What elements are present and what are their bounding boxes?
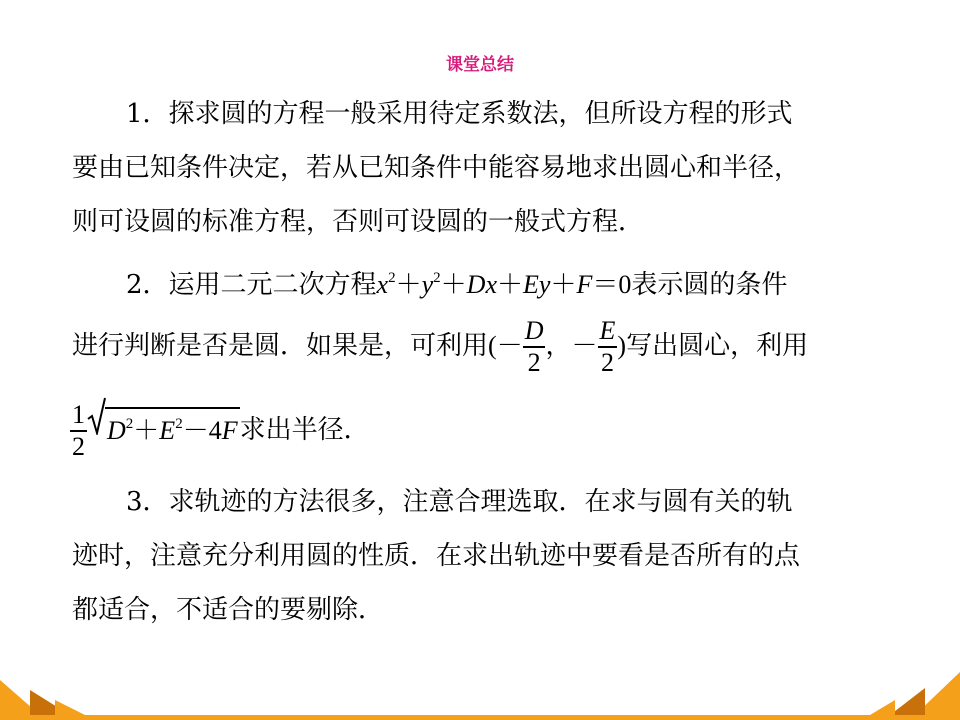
plus-sign: ＋ <box>550 270 577 300</box>
fraction-one-half <box>70 400 87 462</box>
var-D: D <box>466 270 486 299</box>
p2-line3 <box>70 398 370 463</box>
p1-line3: 则可设圆的标准方程，否则可设圆的一般式方程． <box>72 207 645 237</box>
plus-sign: ＋ <box>133 416 160 446</box>
p3-line1: 3．求轨迹的方法很多，注意合理选取．在求与圆有关的轨 <box>126 487 793 517</box>
equals-sign: ＝ <box>592 270 619 300</box>
close-paren: ) <box>617 331 627 360</box>
p2-prefix: 2．运用二元二次方程 <box>126 270 377 300</box>
slide-title: 课堂总结 <box>446 55 514 75</box>
denominator-2: 2 <box>72 432 85 461</box>
p1-line2: 要由已知条件决定，若从已知条件中能容易地求出圆心和半径， <box>72 153 801 183</box>
var-x: x <box>485 270 497 299</box>
p3-line2: 迹时，注意充分利用圆的性质．在求出轨迹中要看是否所有的点 <box>72 541 801 571</box>
p2-line2-prefix: 进行判断是否是圆．如果是，可利用 <box>72 331 489 361</box>
var-E: E <box>159 416 176 445</box>
radical-sign-icon <box>87 397 107 435</box>
footer-decoration <box>0 660 960 720</box>
p1-line1: 1．探求圆的方程一般采用待定系数法，但所设方程的形式 <box>126 99 793 129</box>
right-triangle-dark <box>890 688 925 715</box>
footer-bar <box>0 715 960 720</box>
coef-4: 4 <box>208 416 222 445</box>
plus-sign: ＋ <box>395 270 422 300</box>
var-F: F <box>221 416 238 445</box>
zero: 0 <box>618 270 632 299</box>
p2-line3-suffix: 求出半径． <box>239 415 370 445</box>
comma: ， <box>545 331 572 361</box>
p2-line2 <box>72 314 808 378</box>
fraction-E-over-2 <box>598 316 618 378</box>
numerator-E: E <box>598 316 618 348</box>
numerator-D: D <box>523 316 546 348</box>
exponent-2: 2 <box>125 416 134 432</box>
exponent-2: 2 <box>388 270 396 286</box>
denominator-2: 2 <box>527 348 541 377</box>
var-F: F <box>576 270 593 299</box>
var-y: y <box>538 270 551 299</box>
p2-suffix: 表示圆的条件 <box>631 270 788 300</box>
right-triangle-small <box>870 700 895 715</box>
numerator-1: 1 <box>70 400 87 432</box>
minus-sign: － <box>182 416 209 446</box>
denominator-2: 2 <box>600 348 614 377</box>
exponent-2: 2 <box>433 270 441 286</box>
p2-line1 <box>126 262 787 301</box>
var-y: y <box>421 270 434 299</box>
var-D: D <box>107 416 126 445</box>
plus-sign: ＋ <box>440 270 467 300</box>
open-paren: ( <box>488 331 497 360</box>
radicand <box>105 407 240 446</box>
var-E: E <box>523 270 539 299</box>
p3-line3: 都适合，不适合的要剔除． <box>72 595 385 625</box>
square-root <box>87 399 240 463</box>
fraction-D-over-2 <box>523 316 546 378</box>
plus-sign: ＋ <box>497 270 524 300</box>
minus-sign: － <box>496 331 523 361</box>
exponent-2: 2 <box>175 416 183 432</box>
left-triangle-small <box>55 700 85 715</box>
var-x: x <box>376 270 389 299</box>
p2-line2-suffix: 写出圆心，利用 <box>626 331 809 361</box>
minus-sign: － <box>571 331 598 361</box>
